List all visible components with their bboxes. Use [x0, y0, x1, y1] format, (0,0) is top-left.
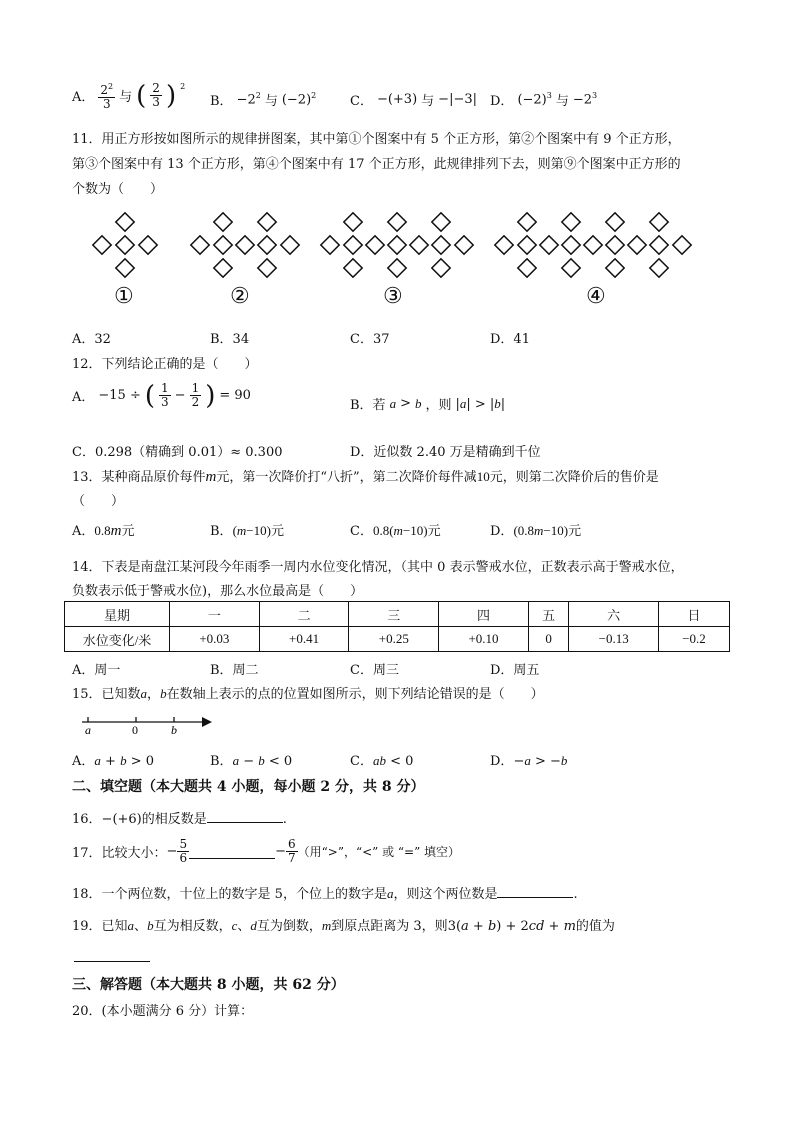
fraction: $\frac{5}{6}$ — [179, 837, 188, 865]
table-header-cell: 五 — [528, 602, 568, 627]
q12-stem: 12．下列结论正确的是（ ） — [72, 357, 258, 372]
fraction: $\frac{2}{3}$ — [152, 81, 160, 109]
table-cell: −0.2 — [659, 627, 730, 652]
q12-option-c[interactable]: C．0.298（精确到 0.01）≈ 0.300 — [72, 445, 283, 460]
pattern-4 — [495, 213, 691, 277]
q12-option-a[interactable]: A． −15 ÷ ( $\frac{1}{3}$ − $\frac{1}{2}$ ) = 90 — [72, 380, 251, 411]
table-header-cell: 三 — [349, 602, 439, 627]
q10-option-a[interactable]: A． $\frac{2^2}{3}$ 与 ( $\frac{2}{3}$ ) $^2$ — [72, 80, 186, 111]
q12-option-b[interactable]: B．若 a > b ，则 |a| > |b| — [350, 395, 506, 413]
q11-line-2: 第③个图案中有 13 个正方形，第④个图案中有 17 个正方形，此规律排列下去，则第⑨个图案中正方形的 — [72, 157, 681, 172]
q15-option-a[interactable]: A．a + b > 0 — [72, 753, 154, 769]
q13-option-c[interactable]: C．0.8(m−10)元 — [350, 523, 441, 539]
q18: 18．一个两位数，十位上的数字是 5，个位上的数字是a，则这个两位数是 . — [72, 886, 578, 902]
figure-label-2: ② — [230, 284, 250, 309]
q13-option-d[interactable]: D．(0.8m−10)元 — [490, 523, 582, 539]
q14-option-a[interactable]: A．周一 — [72, 663, 121, 678]
axis-label-zero: 0 — [132, 723, 138, 737]
table-cell: +0.03 — [170, 627, 260, 652]
q15-stem: 15．已知数a，b在数轴上表示的点的位置如图所示，则下列结论错误的是（ ） — [72, 686, 544, 702]
pattern-2 — [191, 213, 299, 277]
q19: 19．已知a、b互为相反数，c、d互为倒数，m到原点距离为 3，则3(a + b) + 2cd + m的值为 — [72, 918, 615, 934]
q11-option-b[interactable]: B．34 — [210, 332, 250, 347]
answer-blank[interactable] — [74, 960, 150, 962]
figure-label-4: ④ — [586, 284, 606, 309]
fraction: $\frac{2^2}{3}$ — [100, 82, 114, 111]
pattern-3 — [321, 213, 473, 277]
q10-option-b[interactable]: B． $-2^2$ 与 $(-2)^2$ — [210, 91, 317, 109]
q13-option-b[interactable]: B．(m−10)元 — [210, 523, 284, 539]
figure-label-1: ① — [114, 284, 134, 309]
q17: 17．比较大小： − $\frac{5}{6}$ − $\frac{6}{7}$ （用“>”，“<” 或 “=” 填空） — [72, 837, 461, 865]
q13-option-a[interactable]: A．0.8m元 — [72, 523, 135, 539]
q10-option-c[interactable]: C． −(+3) 与 −|−3| — [350, 92, 477, 109]
q10-option-d[interactable]: D． $(-2)^3$ 与 $-2^3$ — [490, 91, 598, 109]
table-header-cell: 六 — [569, 602, 659, 627]
table-header-cell: 四 — [439, 602, 529, 627]
section-2-title: 二、填空题（本大题共 4 小题，每小题 2 分，共 8 分） — [72, 779, 425, 795]
table-cell: 0 — [528, 627, 568, 652]
q15-option-c[interactable]: C．ab < 0 — [350, 753, 414, 769]
q12-option-d[interactable]: D．近似数 2.40 万是精确到千位 — [350, 445, 541, 460]
q11-option-c[interactable]: C．37 — [350, 332, 390, 347]
q13-line-1: 13．某种商品原价每件m元，第一次降价打“八折”，第二次降价每件减10元，则第二次降价后的售价是 — [72, 469, 659, 485]
q14-line-1: 14．下表是南盘江某河段今年雨季一周内水位变化情况，（其中 0 表示警戒水位，正数表示高于警戒水位， — [72, 560, 684, 575]
section-3-title: 三、解答题（本大题共 8 小题，共 62 分） — [72, 977, 345, 993]
pattern-1 — [93, 213, 157, 277]
figure-label-3: ③ — [383, 284, 403, 309]
table-header-cell: 一 — [170, 602, 260, 627]
answer-blank[interactable] — [207, 822, 283, 823]
q14-option-c[interactable]: C．周三 — [350, 663, 399, 678]
table-cell: +0.10 — [439, 627, 529, 652]
table-cell: 水位变化/米 — [65, 627, 170, 652]
table-cell: +0.41 — [259, 627, 349, 652]
q11-line-3: 个数为（ ） — [72, 182, 164, 197]
number-line — [78, 710, 218, 738]
table-cell: +0.25 — [349, 627, 439, 652]
q20: 20．(本小题满分 6 分）计算： — [72, 1004, 254, 1019]
table-header-cell: 二 — [259, 602, 349, 627]
q11-option-d[interactable]: D．41 — [490, 332, 530, 347]
fraction: $\frac{1}{3}$ — [161, 381, 169, 409]
q10-options — [72, 80, 732, 110]
water-level-table — [64, 601, 730, 652]
answer-blank[interactable] — [189, 844, 275, 859]
table-row — [65, 627, 730, 652]
q13-line-2: （ ） — [72, 494, 125, 509]
q14-option-d[interactable]: D．周五 — [490, 663, 540, 678]
table-header-cell: 日 — [659, 602, 730, 627]
axis-label-b: b — [171, 723, 177, 737]
q14-line-2: 负数表示低于警戒水位)，那么水位最高是（ ） — [72, 584, 364, 599]
q15-option-d[interactable]: D．−a > −b — [490, 753, 568, 769]
fraction: $\frac{1}{2}$ — [191, 381, 200, 409]
q14-option-b[interactable]: B．周二 — [210, 663, 259, 678]
axis-label-a: a — [85, 723, 91, 737]
q15-option-b[interactable]: B．a − b < 0 — [210, 753, 293, 769]
table-row — [65, 602, 730, 627]
q16: 16．−(+6)的相反数是 . — [72, 812, 287, 827]
q11-line-1: 11．用正方形按如图所示的规律拼图案，其中第①个图案中有 5 个正方形，第②个图案中有 9 个正方形， — [72, 132, 681, 147]
q11-option-a[interactable]: A．32 — [72, 332, 111, 347]
fraction: $\frac{6}{7}$ — [288, 837, 296, 865]
q11-pattern-figure — [80, 208, 710, 284]
answer-blank[interactable] — [497, 897, 573, 898]
table-cell: −0.13 — [569, 627, 659, 652]
table-header-cell: 星期 — [65, 602, 170, 627]
